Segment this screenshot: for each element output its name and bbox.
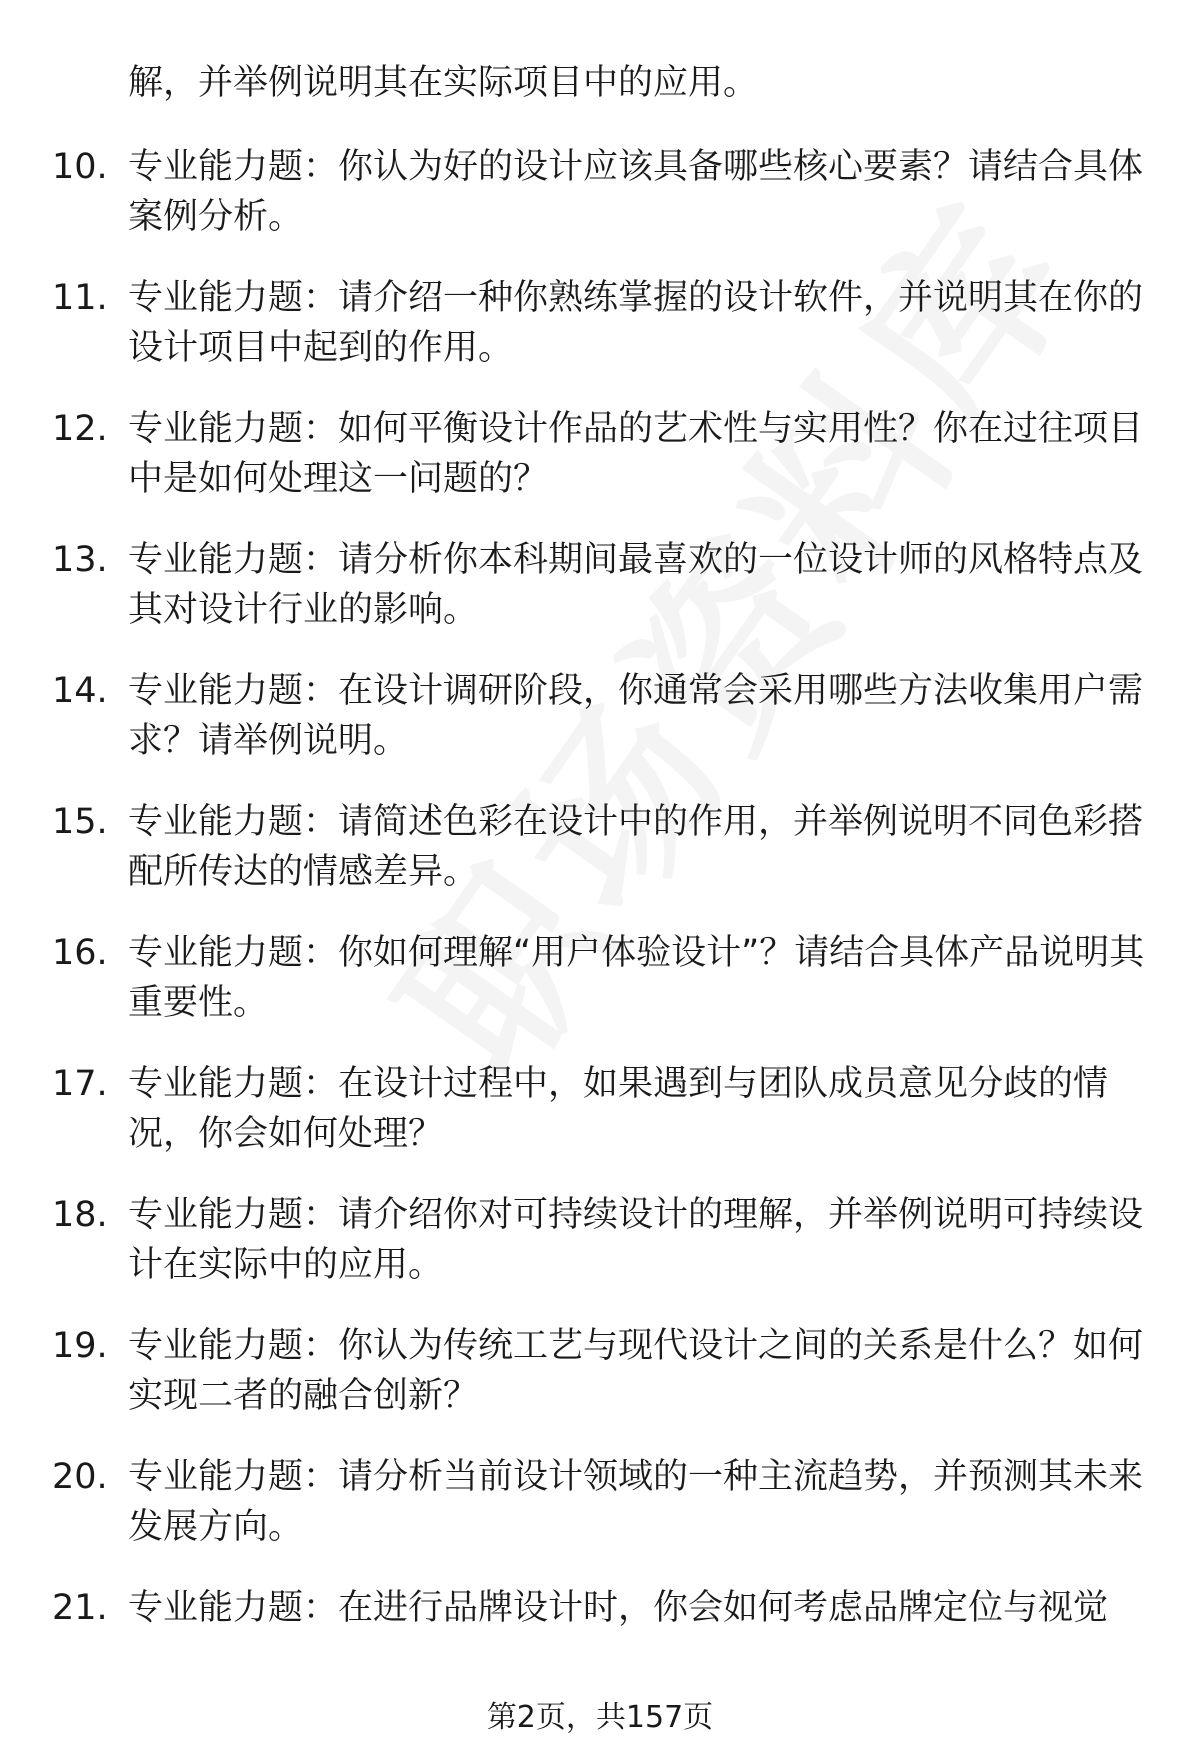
- item-text: 专业能力题：如何平衡设计作品的艺术性与实用性？你在过往项目中是如何处理这一问题的？: [128, 409, 1144, 499]
- item-text: 专业能力题：你如何理解“用户体验设计”？请结合具体产品说明其重要性。: [128, 933, 1145, 1023]
- list-item: [0, 535, 1200, 666]
- item-number: 11.: [52, 278, 108, 318]
- item-text: 专业能力题：在设计过程中，如果遇到与团队成员意见分歧的情况，你会如何处理？: [128, 1064, 1109, 1154]
- item-number: 20.: [52, 1457, 108, 1497]
- list-item: [0, 273, 1200, 404]
- item-number: 12.: [52, 409, 108, 449]
- question-list: [0, 142, 1200, 1714]
- item-number: 17.: [52, 1064, 108, 1104]
- item-text: 专业能力题：请分析你本科期间最喜欢的一位设计师的风格特点及其对设计行业的影响。: [128, 540, 1144, 630]
- item-number: 10.: [52, 147, 108, 187]
- list-item: [0, 1321, 1200, 1452]
- item-number: 21.: [52, 1588, 108, 1628]
- item-text: 专业能力题：在设计调研阶段，你通常会采用哪些方法收集用户需求？请举例说明。: [128, 671, 1144, 761]
- item-text: 专业能力题：请分析当前设计领域的一种主流趋势，并预测其未来发展方向。: [128, 1457, 1144, 1547]
- item-number: 15.: [52, 802, 108, 842]
- item-number: 19.: [52, 1326, 108, 1366]
- item-number: 16.: [52, 933, 108, 973]
- list-item: [0, 797, 1200, 928]
- item-text: 专业能力题：请介绍你对可持续设计的理解，并举例说明可持续设计在实际中的应用。: [128, 1195, 1144, 1285]
- list-item: [0, 142, 1200, 273]
- item-number: 18.: [52, 1195, 108, 1235]
- list-item: [0, 1190, 1200, 1321]
- list-item: [0, 1583, 1200, 1714]
- list-item: [0, 666, 1200, 797]
- list-item: [0, 928, 1200, 1059]
- item-number: 14.: [52, 671, 108, 711]
- page-number: 第2页，共157页: [486, 1700, 714, 1735]
- item-text: 专业能力题：你认为好的设计应该具备哪些核心要素？请结合具体案例分析。: [128, 147, 1144, 237]
- list-item: [0, 1059, 1200, 1190]
- item-text: 专业能力题：在进行品牌设计时，你会如何考虑品牌定位与视觉: [128, 1588, 1109, 1628]
- list-item: [0, 1452, 1200, 1583]
- continued-text: 解，并举例说明其在实际项目中的应用。: [128, 63, 759, 103]
- item-text: 专业能力题：请简述色彩在设计中的作用，并举例说明不同色彩搭配所传达的情感差异。: [128, 802, 1144, 892]
- item-text: 专业能力题：请介绍一种你熟练掌握的设计软件，并说明其在你的设计项目中起到的作用。: [128, 278, 1144, 368]
- item-text: 专业能力题：你认为传统工艺与现代设计之间的关系是什么？如何实现二者的融合创新？: [128, 1326, 1144, 1416]
- list-item: [0, 404, 1200, 535]
- item-number: 13.: [52, 540, 108, 580]
